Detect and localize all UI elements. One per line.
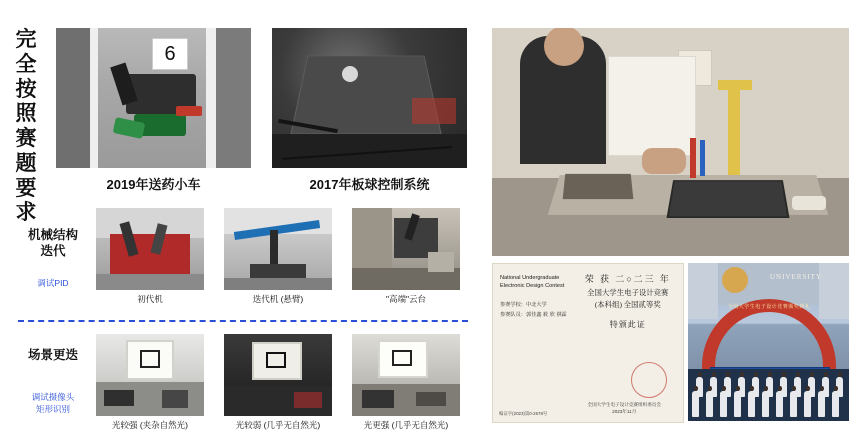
photo-first-gen-machine xyxy=(96,208,204,290)
photo-award-group xyxy=(688,263,849,421)
certificate-en-line1: National Undergraduate xyxy=(500,275,560,281)
certificate-title-line3: (本科组) 全国贰等奖 xyxy=(594,300,661,310)
certificate-seal xyxy=(631,362,667,398)
caption-high-end-gimbal: "高端"云台 xyxy=(385,294,427,304)
crowd-row xyxy=(688,369,849,421)
arch-text: 全国大学生电子设计竞赛颁奖典礼 xyxy=(727,304,811,310)
certificate-issuer: 全国大学生电子设计竞赛组织委员会 xyxy=(587,402,661,408)
caption-medicine-delivery-car-2019: 2019年送药小车 xyxy=(106,177,201,192)
photo-ball-and-plate-control-2017 xyxy=(272,28,467,168)
row-sublabel-pid-tuning: 调试PID xyxy=(37,278,69,288)
row-sublabel-camera-tuning: 调试摄像头 xyxy=(31,392,75,402)
caption-scene-brighter-light: 光更强 (几乎无自然光) xyxy=(363,420,449,430)
row-sublabel-rect-detection: 矩形识别 xyxy=(35,404,70,414)
photo-lab-demo-video[interactable] xyxy=(492,28,849,256)
certificate-school: 参赛学校：中北大学 xyxy=(500,301,547,308)
certificate-en-line2: Electronic Design Contest xyxy=(500,283,565,290)
caption-ball-and-plate-control-2017: 2017年板球控制系统 xyxy=(309,177,430,192)
row-label-mechanical-iteration: 机械结构迭代 xyxy=(27,228,78,258)
caption-first-gen-machine: 初代机 xyxy=(137,294,163,304)
certificate-title-line2: 全国大学生电子设计竞赛 xyxy=(587,287,669,297)
photo-scene-weak-light xyxy=(224,334,332,416)
photo-high-end-gimbal xyxy=(352,208,460,290)
section-divider xyxy=(18,320,468,322)
photo-medicine-delivery-car-2019: 6 xyxy=(56,28,251,168)
caption-scene-weak-light: 光较弱 (几乎无自然光) xyxy=(235,420,321,430)
photo-scene-strong-light xyxy=(96,334,204,416)
page-title: 完全按照赛题要求 xyxy=(15,28,37,225)
photo-iterated-machine-cantilever xyxy=(224,208,332,290)
caption-iterated-machine-cantilever: 迭代机 (悬臂) xyxy=(252,294,304,304)
university-word: UNIVERSITY xyxy=(770,273,822,281)
certificate-title-line4: 特颁此证 xyxy=(609,320,646,329)
certificate-date: 2023年11月 xyxy=(612,409,637,415)
certificate-serial: 编证字(2023)第0-2678号 xyxy=(499,411,548,416)
certificate-title-main: 荣 获 二○二三 年 xyxy=(584,274,671,284)
photo-certificate xyxy=(492,263,684,423)
row-label-scene-change: 场景更迭 xyxy=(27,348,78,362)
photo-scene-brighter-light xyxy=(352,334,460,416)
caption-scene-strong-light: 光较强 (夹杂自然光) xyxy=(111,420,189,430)
university-logo-icon xyxy=(722,267,748,293)
certificate-members: 参赛队员：郭佳鑫 筱 欣 祺霖 xyxy=(500,311,567,318)
